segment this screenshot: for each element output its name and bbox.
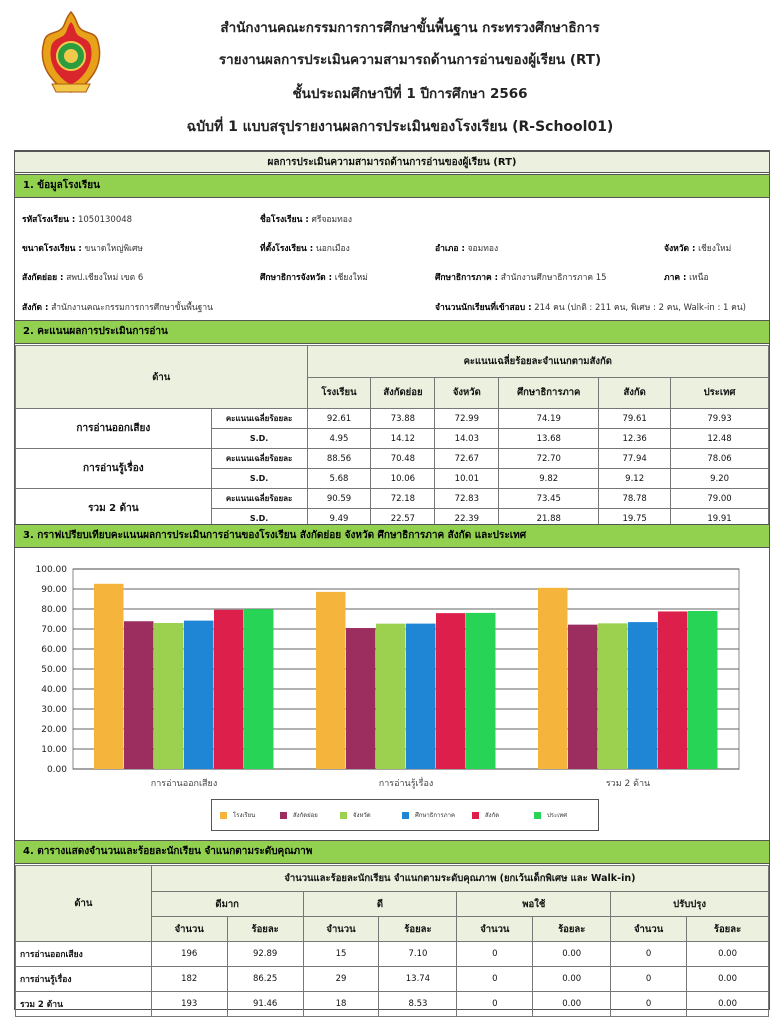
score-mean-label: คะแนนเฉลี่ยร้อยละ xyxy=(211,409,307,429)
level-cell: 29 xyxy=(303,967,379,992)
school-area: สังกัดย่อย : สพป.เชียงใหม่ เขต 6 xyxy=(22,273,144,283)
school-district: อำเภอ : จอมทอง xyxy=(435,244,499,254)
section1-title: 1. ข้อมูลโรงเรียน xyxy=(15,174,769,198)
bar xyxy=(124,621,154,769)
level-subheader: จำนวน xyxy=(303,917,379,942)
legend-label: สังกัดย่อย xyxy=(293,812,318,819)
legend-label: ประเทศ xyxy=(547,812,568,819)
score-sd-cell: 14.03 xyxy=(435,429,499,449)
students-count: จำนวนนักเรียนที่เข้าสอบ : 214 คน (ปกติ : 211 คน, พิเศษ : 2 คน, Walk-in : 1 คน) xyxy=(435,303,746,313)
bar xyxy=(598,623,628,769)
score-sd-label: S.D. xyxy=(211,469,307,489)
school-size: ขนาดโรงเรียน : ขนาดใหญ่พิเศษ xyxy=(22,244,143,254)
level-cell: 13.74 xyxy=(379,967,457,992)
y-tick-label: 30.00 xyxy=(41,705,67,715)
level-group-header: จำนวนและร้อยละนักเรียน จำแนกตามระดับคุณภาพ (ยกเว้นเด็กพิเศษ และ Walk-in) xyxy=(151,866,768,892)
score-mean-cell: 72.70 xyxy=(499,449,599,469)
legend-label: สังกัด xyxy=(485,812,500,819)
level-cell: 91.46 xyxy=(227,992,303,1017)
legend-item xyxy=(280,810,318,820)
chart-legend xyxy=(211,799,599,831)
legend-item xyxy=(220,810,255,820)
bar xyxy=(376,624,406,769)
y-tick-label: 60.00 xyxy=(41,645,67,655)
bar xyxy=(94,584,124,769)
level-header-improve: ปรับปรุง xyxy=(611,892,769,917)
level-cell: 0 xyxy=(457,992,533,1017)
score-sd-cell: 12.36 xyxy=(599,429,671,449)
score-mean-cell: 90.59 xyxy=(307,489,371,509)
school-province: จังหวัด : เชียงใหม่ xyxy=(664,244,732,254)
score-mean-cell: 70.48 xyxy=(371,449,435,469)
level-cell: 92.89 xyxy=(227,942,303,967)
legend-label: โรงเรียน xyxy=(233,812,256,819)
level-cell: 0.00 xyxy=(687,942,769,967)
level-subheader: จำนวน xyxy=(151,917,227,942)
level-cell: 18 xyxy=(303,992,379,1017)
bar xyxy=(346,628,376,769)
bar xyxy=(154,623,184,769)
y-tick-label: 70.00 xyxy=(41,625,67,635)
score-col-header: ศึกษาธิการภาค xyxy=(499,377,599,409)
level-subheader: ร้อยละ xyxy=(533,917,611,942)
level-cell: 0 xyxy=(611,992,687,1017)
bar xyxy=(538,588,568,769)
legend-label: ศึกษาธิการภาค xyxy=(415,812,455,819)
legend-swatch xyxy=(472,812,479,819)
school-region: ภาค : เหนือ xyxy=(664,273,709,283)
score-mean-cell: 72.18 xyxy=(371,489,435,509)
score-row-mean xyxy=(16,409,769,429)
bar xyxy=(628,622,658,769)
score-aspect-label: การอ่านรู้เรื่อง xyxy=(16,449,212,489)
score-mean-label: คะแนนเฉลี่ยร้อยละ xyxy=(211,489,307,509)
score-row-mean xyxy=(16,449,769,469)
bar xyxy=(568,625,598,769)
ministry-title: สำนักงานคณะกรรมการการศึกษาขั้นพื้นฐาน กระทรวงศึกษาธิการ xyxy=(220,20,600,36)
bar xyxy=(214,610,244,769)
level-aspect-label: การอ่านออกเสียง xyxy=(16,942,152,967)
section2-title: 2. คะแนนผลการประเมินการอ่าน xyxy=(15,320,769,344)
bar xyxy=(184,621,214,769)
school-affiliation: สังกัด : สำนักงานคณะกรรมการการศึกษาขั้นพื้นฐาน xyxy=(22,303,213,313)
level-subheader: จำนวน xyxy=(611,917,687,942)
y-tick-label: 20.00 xyxy=(41,725,67,735)
score-sd-cell: 21.88 xyxy=(499,509,599,529)
level-header-good: ดี xyxy=(303,892,457,917)
level-cell: 15 xyxy=(303,942,379,967)
score-mean-cell: 72.99 xyxy=(435,409,499,429)
score-mean-cell: 79.61 xyxy=(599,409,671,429)
score-col-header: สังกัดย่อย xyxy=(371,377,435,409)
level-cell: 193 xyxy=(151,992,227,1017)
bar xyxy=(244,609,274,769)
score-sd-cell: 10.06 xyxy=(371,469,435,489)
school-prov-edu: ศึกษาธิการจังหวัด : เชียงใหม่ xyxy=(260,273,368,283)
school-name: ชื่อโรงเรียน : ศรีจอมทอง xyxy=(260,215,352,225)
legend-swatch xyxy=(280,812,287,819)
level-cell: 7.10 xyxy=(379,942,457,967)
score-col-header: สังกัด xyxy=(599,377,671,409)
level-header-fair: พอใช้ xyxy=(457,892,611,917)
school-region-edu: ศึกษาธิการภาค : สำนักงานศึกษาธิการภาค 15 xyxy=(435,273,607,283)
bar xyxy=(436,613,466,769)
score-sd-cell: 9.82 xyxy=(499,469,599,489)
score-mean-label: คะแนนเฉลี่ยร้อยละ xyxy=(211,449,307,469)
x-category-label: การอ่านรู้เรื่อง xyxy=(378,779,434,789)
score-sd-cell: 13.68 xyxy=(499,429,599,449)
level-row xyxy=(16,992,769,1017)
bar xyxy=(316,592,346,769)
score-sd-cell: 14.12 xyxy=(371,429,435,449)
score-row-mean xyxy=(16,489,769,509)
level-cell: 196 xyxy=(151,942,227,967)
level-cell: 182 xyxy=(151,967,227,992)
score-sd-cell: 9.20 xyxy=(671,469,769,489)
level-subheader: ร้อยละ xyxy=(379,917,457,942)
level-cell: 0.00 xyxy=(533,942,611,967)
y-tick-label: 80.00 xyxy=(41,605,67,615)
level-aspect-label: รวม 2 ด้าน xyxy=(16,992,152,1017)
level-cell: 0 xyxy=(611,942,687,967)
score-aspect-label: การอ่านออกเสียง xyxy=(16,409,212,449)
bar xyxy=(406,624,436,769)
y-tick-label: 10.00 xyxy=(41,745,67,755)
level-row xyxy=(16,967,769,992)
y-tick-label: 100.00 xyxy=(35,565,67,575)
score-sd-cell: 10.01 xyxy=(435,469,499,489)
score-aspect-header: ด้าน xyxy=(16,346,308,409)
score-mean-cell: 77.94 xyxy=(599,449,671,469)
legend-item xyxy=(340,810,371,820)
bar xyxy=(688,611,718,769)
legend-label: จังหวัด xyxy=(353,812,371,819)
grade-year-title: ชั้นประถมศึกษาปีที่ 1 ปีการศึกษา 2566 xyxy=(292,86,528,102)
score-sd-cell: 4.95 xyxy=(307,429,371,449)
level-row xyxy=(16,942,769,967)
legend-swatch xyxy=(340,812,347,819)
score-mean-cell: 79.00 xyxy=(671,489,769,509)
score-sd-cell: 5.68 xyxy=(307,469,371,489)
legend-item xyxy=(472,810,499,820)
ministry-emblem-icon xyxy=(36,10,106,94)
level-subheader: ร้อยละ xyxy=(227,917,303,942)
level-cell: 0 xyxy=(457,967,533,992)
score-sd-cell: 19.75 xyxy=(599,509,671,529)
level-cell: 0.00 xyxy=(533,992,611,1017)
score-sd-cell: 9.49 xyxy=(307,509,371,529)
score-col-header: โรงเรียน xyxy=(307,377,371,409)
legend-item xyxy=(534,810,567,820)
y-tick-label: 0.00 xyxy=(46,765,67,775)
level-aspect-label: การอ่านรู้เรื่อง xyxy=(16,967,152,992)
score-mean-cell: 73.88 xyxy=(371,409,435,429)
score-mean-cell: 78.06 xyxy=(671,449,769,469)
score-sd-cell: 19.91 xyxy=(671,509,769,529)
score-sd-cell: 22.57 xyxy=(371,509,435,529)
y-tick-label: 90.00 xyxy=(41,585,67,595)
report-title: รายงานผลการประเมินความสามารถด้านการอ่านของผู้เรียน (RT) xyxy=(218,52,602,68)
level-cell: 0.00 xyxy=(687,967,769,992)
score-group-header: คะแนนเฉลี่ยร้อยละจำแนกตามสังกัด xyxy=(307,346,768,378)
score-col-header: ประเทศ xyxy=(671,377,769,409)
edition-title: ฉบับที่ 1 แบบสรุปรายงานผลการประเมินของโรงเรียน (R-School01) xyxy=(186,119,614,135)
school-location: ที่ตั้งโรงเรียน : นอกเมือง xyxy=(260,244,350,254)
score-col-header: จังหวัด xyxy=(435,377,499,409)
x-category-label: การอ่านออกเสียง xyxy=(150,779,218,789)
legend-swatch xyxy=(534,812,541,819)
level-cell: 0 xyxy=(457,942,533,967)
quality-level-table xyxy=(15,865,769,1017)
score-mean-cell: 72.83 xyxy=(435,489,499,509)
score-sd-cell: 12.48 xyxy=(671,429,769,449)
level-cell: 0.00 xyxy=(687,992,769,1017)
level-cell: 86.25 xyxy=(227,967,303,992)
score-mean-cell: 72.67 xyxy=(435,449,499,469)
score-sd-label: S.D. xyxy=(211,429,307,449)
x-category-label: รวม 2 ด้าน xyxy=(605,779,651,789)
section4-title: 4. ตารางแสดงจำนวนและร้อยละนักเรียน จำแนกตามระดับคุณภาพ xyxy=(15,840,769,864)
bar xyxy=(658,611,688,769)
y-tick-label: 40.00 xyxy=(41,685,67,695)
level-aspect-header: ด้าน xyxy=(16,866,152,942)
legend-swatch xyxy=(402,812,409,819)
legend-item xyxy=(402,810,455,820)
level-subheader: ร้อยละ xyxy=(687,917,769,942)
level-subheader: จำนวน xyxy=(457,917,533,942)
score-mean-cell: 74.19 xyxy=(499,409,599,429)
score-sd-label: S.D. xyxy=(211,509,307,529)
level-cell: 8.53 xyxy=(379,992,457,1017)
report-banner: ผลการประเมินความสามารถด้านการอ่านของผู้เรียน (RT) xyxy=(15,151,769,173)
score-mean-cell: 78.78 xyxy=(599,489,671,509)
legend-swatch xyxy=(220,812,227,819)
score-mean-cell: 79.93 xyxy=(671,409,769,429)
level-header-excellent: ดีมาก xyxy=(151,892,303,917)
score-sd-cell: 9.12 xyxy=(599,469,671,489)
score-mean-cell: 92.61 xyxy=(307,409,371,429)
level-cell: 0.00 xyxy=(533,967,611,992)
y-tick-label: 50.00 xyxy=(41,665,67,675)
school-code: รหัสโรงเรียน : 1050130048 xyxy=(22,215,133,225)
score-aspect-label: รวม 2 ด้าน xyxy=(16,489,212,529)
score-mean-cell: 88.56 xyxy=(307,449,371,469)
report-header xyxy=(0,0,783,148)
score-bar-chart xyxy=(15,549,769,837)
bar xyxy=(466,613,496,769)
score-mean-cell: 73.45 xyxy=(499,489,599,509)
score-sd-cell: 22.39 xyxy=(435,509,499,529)
level-cell: 0 xyxy=(611,967,687,992)
score-table xyxy=(15,345,769,529)
section3-title: 3. กราฟเปรียบเทียบคะแนนผลการประเมินการอ่านของโรงเรียน สังกัดย่อย จังหวัด ศึกษาธิการภาค สังกัด และประเทศ xyxy=(15,524,769,548)
